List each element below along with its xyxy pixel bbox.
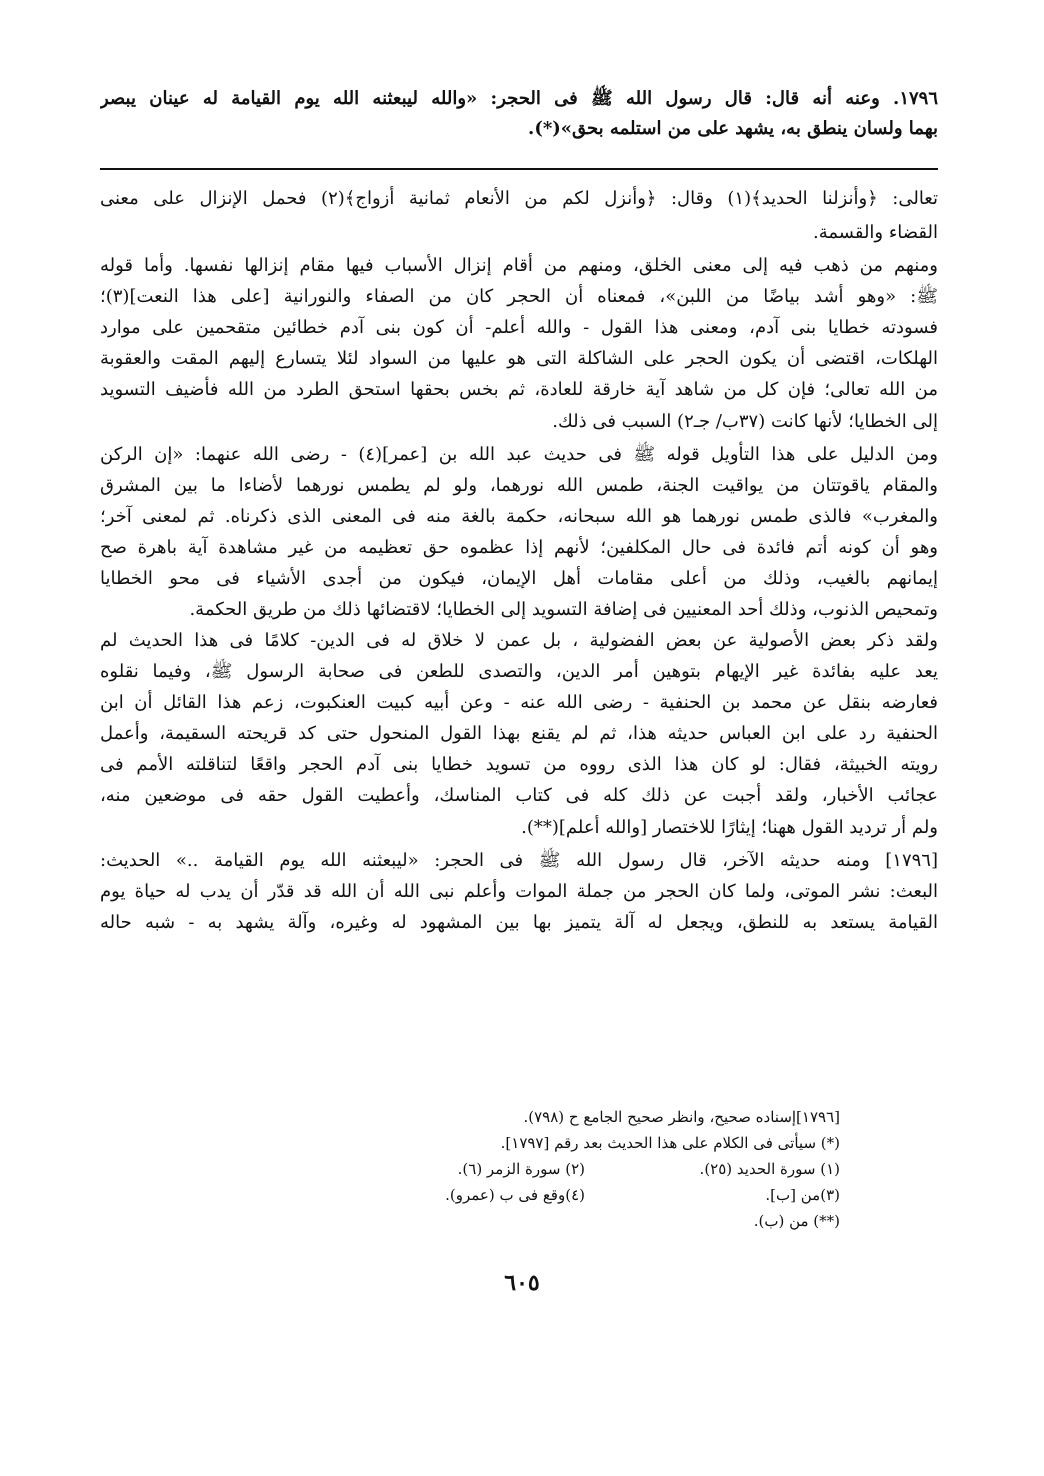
text-line: ومن الدليل على هذا التأويل قوله ﷺ فى حديث عبد الله بن [عمر](٤) - رضى الله عنهما: «إن الركن bbox=[100, 444, 938, 465]
text-line: وهو أن كونه أتم فائدة فى حال المكلفين؛ لأنهم إذا عظموه حق تعظيمه من غير مشاهدة آية باهرة صح bbox=[100, 537, 938, 558]
text-line: القيامة يستعد به للنطق، ويجعل له آلة يتميز بها بين المشهود له وغيره، وآلة يشهد به - شبه حاله bbox=[100, 912, 938, 933]
text-line: إلى الخطايا؛ لأنها كانت (٣٧ب/ جـ٢) السبب فى ذلك. bbox=[552, 411, 938, 432]
text-line: ﷺ: «وهو أشد بياضًا من اللبن»، فمعناه أن الحجر كان من الصفاء والنورانية [على هذا النعت](٣)؛ bbox=[100, 286, 938, 307]
text-line: رويته الخبيثة، فقال: لو كان هذا الذى رووه من تسويد خطايا بنى آدم الحجر واقعًا لتناقلته الأمم فى bbox=[100, 754, 938, 775]
separator-rule bbox=[100, 168, 938, 170]
footnotes bbox=[200, 1104, 840, 1234]
text-line: الحنفية رد على ابن العباس حديثه هذا، ثم لم يقنع بهذا القول المنحول حتى كد قريحته السقيمة، وأعمل bbox=[100, 723, 938, 744]
text-line: الهلكات، اقتضى أن يكون الحجر على الشاكلة التى هو عليها من السواد لئلا يتسارع إليهم المقت والعقوبة bbox=[100, 348, 938, 369]
commentary-text bbox=[100, 182, 938, 938]
page-number: ٦٠٥ bbox=[504, 1270, 540, 1296]
text-line: من الله تعالى؛ فإن كل من شاهد آية خارقة للعادة، ثم بخس بحقها استحق الطرد من الله فأضيف التسويد bbox=[100, 379, 938, 400]
text-line: القضاء والقسمة. bbox=[813, 222, 938, 243]
text-line: [١٧٩٦] ومنه حديثه الآخر، قال رسول الله ﷺ فى الحجر: «ليبعثنه الله يوم القيامة ..» الحديث: bbox=[100, 850, 938, 871]
hadith-1796-text bbox=[100, 84, 938, 144]
footnote-star: (*) سيأتى فى الكلام على هذا الحديث بعد رقم [١٧٩٧]. bbox=[500, 1134, 840, 1152]
text-line: البعث: نشر الموتى، ولما كان الحجر من جملة الموات وأعلم نبى الله أن الله قد قدّر أن يدب له حياة يوم bbox=[100, 881, 938, 902]
text-line: بهما ولسان ينطق به، يشهد على من استلمه بحق»(*). bbox=[528, 118, 938, 139]
footnote-1796: [١٧٩٦]إسناده صحيح، وانظر صحيح الجامع ح (٧٩٨). bbox=[523, 1108, 840, 1126]
text-line: ومنهم من ذهب فيه إلى معنى الخلق، ومنهم من أقام إنزال الأسباب فيها مقام إنزالها نفسها. وأما قوله bbox=[100, 255, 938, 276]
text-line: ولم أر ترديد القول ههنا؛ إيثارًا للاختصار [والله أعلم](**). bbox=[521, 817, 938, 838]
text-line: ١٧٩٦. وعنه أنه قال: قال رسول الله ﷺ فى الحجر: «والله ليبعثنه الله يوم القيامة له عينان يبصر bbox=[100, 88, 938, 109]
text-line: يعد عليه بفائدة غير الإيهام بتوهين أمر الدين، والتصدى للطعن فى صحابة الرسول ﷺ، وفيما نقلوه bbox=[100, 661, 938, 682]
text-line: والمغرب» فالذى طمس نورهما هو الله سبحانه، حكمة بالغة منه فى المعنى الذى ذكرناه. ثم لمعنى آخر؛ bbox=[100, 506, 938, 527]
footnote-4: (٤)وقع فى ب (عمرو). bbox=[445, 1186, 585, 1204]
footnote-2: (٢) سورة الزمر (٦). bbox=[457, 1160, 585, 1178]
text-line: تعالى: ﴿وأنزلنا الحديد﴾(١) وقال: ﴿وأنزل لكم من الأنعام ثمانية أزواج﴾(٢) فحمل الإنزال على معنى bbox=[100, 188, 938, 209]
footnote-1: (١) سورة الحديد (٢٥). bbox=[699, 1160, 840, 1178]
footnote-3: (٣)من [ب]. bbox=[765, 1186, 840, 1204]
footnote-double-star: (**) من (ب). bbox=[753, 1212, 840, 1230]
text-line: عجائب الأخبار، ولقد أجبت عن ذلك كله فى كتاب المناسك، وأعطيت القول حقه فى موضعين منه، bbox=[100, 785, 938, 806]
text-line: إيمانهم بالغيب، وذلك من أعلى مقامات أهل الإيمان، فيكون من أجدى الأشياء فى محو الخطايا bbox=[100, 568, 938, 589]
text-line: فعارضه بنقل عن محمد بن الحنفية - رضى الله عنه - وعن أبيه كبيت العنكبوت، زعم هذا القائل أن ابن bbox=[100, 692, 938, 713]
footnote-row bbox=[200, 1182, 840, 1208]
text-line: فسودته خطايا بنى آدم، ومعنى هذا القول - والله أعلم- أن كون بنى آدم خطائين متقحمين على موارد bbox=[100, 317, 938, 338]
text-line: ولقد ذكر بعض الأصولية عن بعض الفضولية ، بل عمن لا خلاق له فى الدين- كلامًا فى هذا الحديث لم bbox=[100, 630, 938, 651]
text-line: وتمحيص الذنوب، وذلك أحد المعنيين فى إضافة التسويد إلى الخطايا؛ لاقتضائها ذلك من طريق الحكمة. bbox=[189, 599, 938, 620]
footnote-row bbox=[200, 1156, 840, 1182]
text-line: والمقام ياقوتتان من يواقيت الجنة، طمس الله نورهما، ولو لم يطمس نورهما لأضاءا ما بين المشرق bbox=[100, 475, 938, 496]
